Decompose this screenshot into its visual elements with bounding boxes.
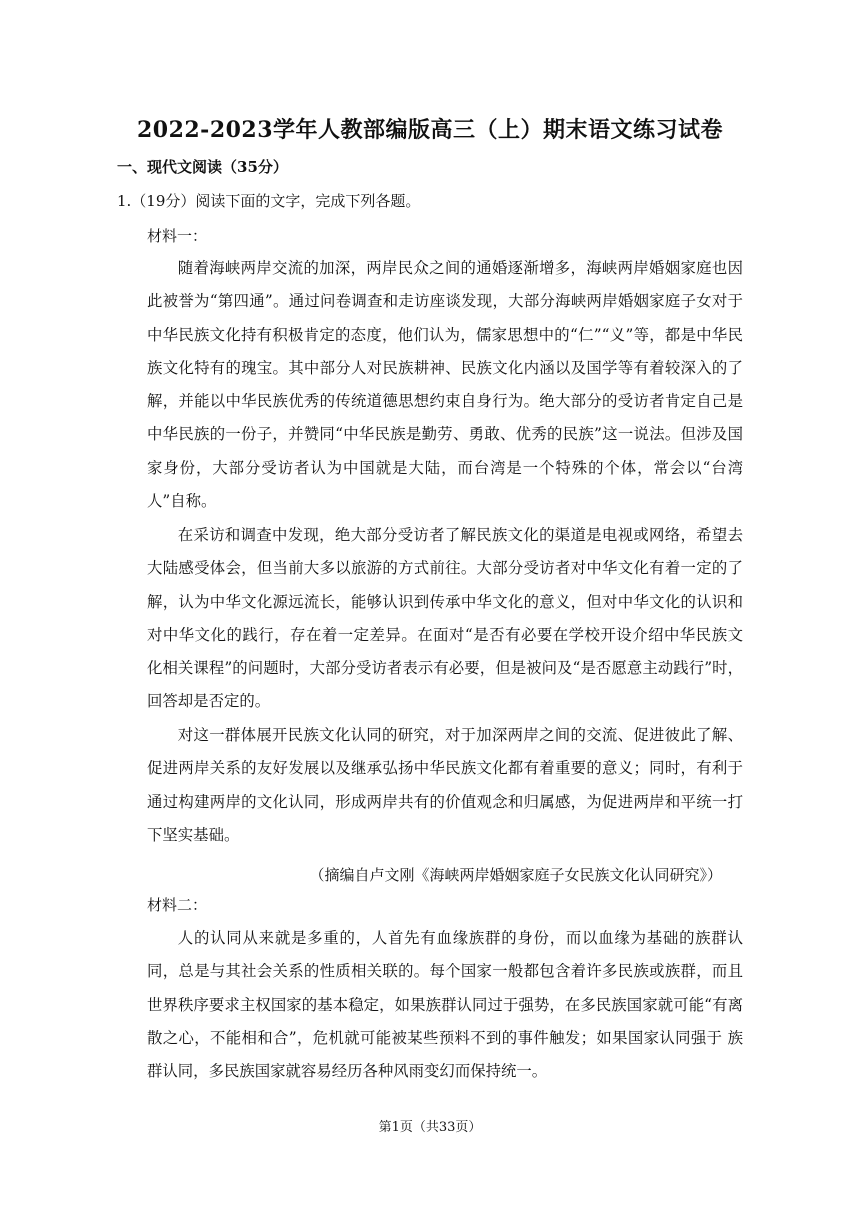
material-1-source: （摘编自卢文刚《海峡两岸婚姻家庭子女民族文化认同研究》） [309, 866, 722, 884]
material-2-label: 材料二： [147, 896, 208, 914]
material-1-paragraph-3: 对这一群体展开民族文化认同的研究，对于加深两岸之间的交流、促进彼此了解、促进两岸关系的友好发展以及继承弘扬中华民族文化都有着重要的意义；同时，有利于通过构建两岸的文化认同，形成两岸共有的价值观念和归属感，为促进两岸和平统一打下坚实基础。 [147, 726, 743, 844]
page-title: 2022-2023学年人教部编版高三（上）期末语文练习试卷 [136, 117, 724, 143]
material-2-paragraph-1: 人的认同从来就是多重的，人首先有血缘族群的身份，而以血缘为基础的族群认同，总是与其社会关系的性质相关联的。每个国家一般都包含着许多民族或族群，而且 世界秩序要求主权国家的基本稳定，如果族群认同过于强势，在多民族国家就可能“有离散之心，不能相和合”，危机就可能被某些预料不到的事件触发；如果国家认同强于 族群认同，多民族国家就容易经历各种风雨变幻而保持统一。 [147, 929, 743, 1081]
question-intro: 1.（19分）阅读下面的文字，完成下列各题。 [117, 192, 421, 210]
page-footer: 第1页（共33页） [378, 1120, 482, 1135]
section-heading: 一、现代文阅读（35分） [117, 158, 288, 176]
material-1-paragraph-1: 随着海峡两岸交流的加深，两岸民众之间的通婚逐渐增多，海峡两岸婚姻家庭也因 此被誉为“第四通”。通过问卷调查和走访座谈发现，大部分海峡两岸婚姻家庭子女对于中华民族文化持有积极肯定的态度，他们认为，儒家思想中的“仁”“义”等，都是中华民族文化特有的瑰宝。其中部分人对民族耕神、民族文化内涵以及国学等有着较深入的了解，并能以中华民族优秀的传统道德思想约束自身行为。绝大部分的受访者肯定自己是中华民族的一份子，并赞同“中华民族是勤劳、勇敢、优秀的民族”这一说法。但涉及国家身份，大部分受访者认为中国就是大陆，而台湾是一个特殊的个体，常会以“台湾人”自称。 [147, 259, 743, 511]
material-1-paragraph-2: 在采访和调查中发现，绝大部分受访者了解民族文化的渠道是电视或网络，希望去大陆感受体会，但当前大多以旅游的方式前往。大部分受访者对中华文化有着一定的了解，认为中华文化源远流长，能够认识到传承中华文化的意义，但对中华文化的认识和对中华文化的践行，存在着一定差异。在面对“是否有必要在学校开设介绍中华民族文 化相关课程”的问题时，大部分受访者表示有必要，但是被问及“是否愿意主动践行”时，回答却是否定的。 [147, 526, 743, 711]
material-1-label: 材料一： [147, 227, 208, 245]
